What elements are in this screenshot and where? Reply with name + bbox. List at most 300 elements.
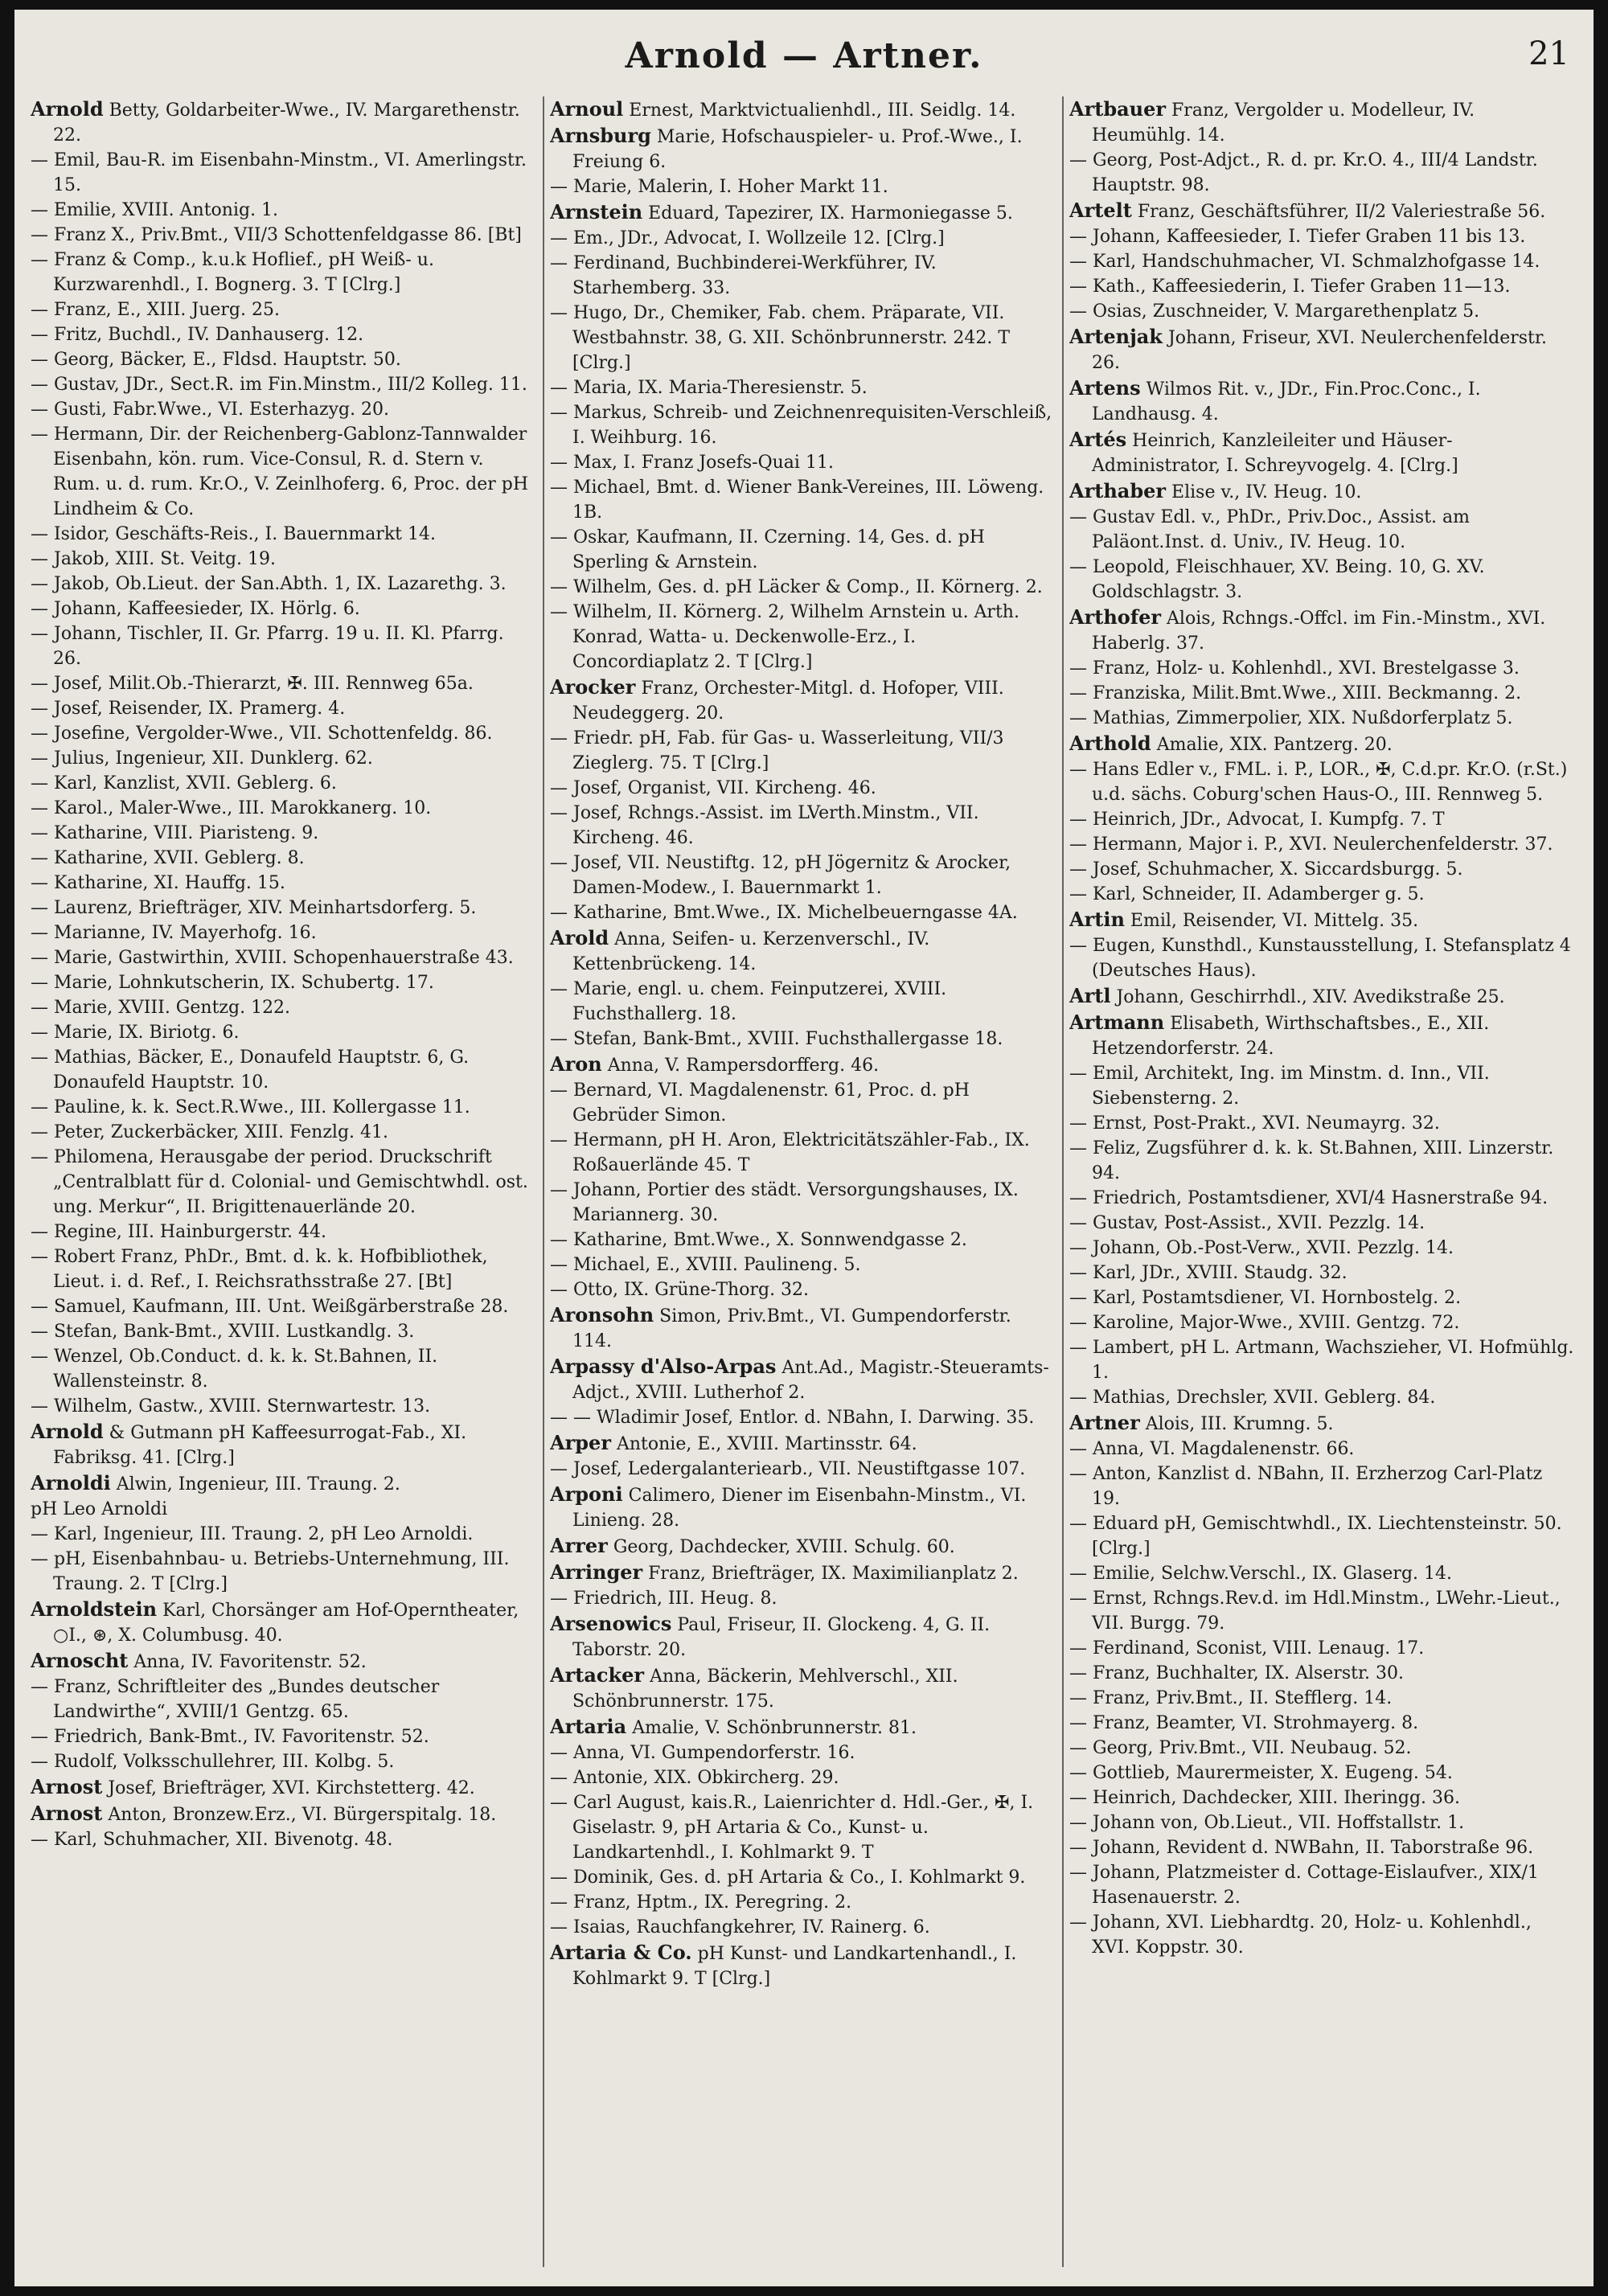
- directory-page: [14, 10, 1594, 2286]
- entry-surname: Artbauer: [1069, 97, 1167, 121]
- entry-surname: Artmann: [1069, 1011, 1165, 1034]
- entry-text: pH Kunst- und Landkartenhandl., I. Kohlmarkt 9. T [Clrg.]: [572, 1944, 1017, 1989]
- directory-entry: [1069, 1636, 1574, 1661]
- directory-entry: [550, 1052, 1055, 1078]
- directory-entry: [1069, 1285, 1574, 1310]
- entry-surname: Arthold: [1069, 732, 1151, 755]
- directory-entry: [31, 297, 535, 322]
- page-number: 21: [1528, 35, 1569, 72]
- directory-entry: [1069, 1736, 1574, 1761]
- directory-entry: [31, 1827, 535, 1852]
- directory-entry: [1069, 1586, 1574, 1636]
- directory-entry: [1069, 832, 1574, 857]
- entry-text: — Dominik, Ges. d. pH Artaria & Co., I. Kohlmarkt 9.: [550, 1868, 1026, 1888]
- entry-text: — Karoline, Major-Wwe., XVIII. Gentzg. 72.: [1069, 1313, 1460, 1333]
- entry-text: — Hermann, pH H. Aron, Elektricitätszähler-Fab., IX. Roßauerlände 45. T: [550, 1130, 1030, 1175]
- entry-text: — Stefan, Bank-Bmt., XVIII. Lustkandlg. 3.: [31, 1322, 415, 1342]
- directory-entry: [550, 1790, 1055, 1865]
- directory-columns: [31, 96, 1577, 2267]
- entry-text: — Wilhelm, II. Körnerg. 2, Wilhelm Arnstein u. Arth. Konrad, Watta- u. Deckenwolle-Erz., I. Concordiaplatz 2. T [Clrg.]: [550, 602, 1019, 672]
- entry-text: — Julius, Ingenieur, XII. Dunklerg. 62.: [31, 748, 373, 769]
- entry-text: — Josefine, Vergolder-Wwe., VII. Schottenfeldg. 86.: [31, 724, 493, 744]
- directory-entry: [1069, 96, 1574, 148]
- entry-text: — Johann von, Ob.Lieut., VII. Hoffstallstr. 1.: [1069, 1813, 1465, 1833]
- entry-text: — Eduard pH, Gemischtwhdl., IX. Liechtensteinstr. 50. [Clrg.]: [1069, 1514, 1562, 1559]
- entry-text: — Josef, Organist, VII. Kircheng. 46.: [550, 778, 876, 798]
- directory-entry: [31, 1045, 535, 1095]
- directory-entry: [550, 1354, 1055, 1405]
- directory-entry: [31, 896, 535, 920]
- directory-entry: [550, 1027, 1055, 1052]
- entry-text: Karl, Chorsänger am Hof-Operntheater, ○I., ⊛, X. Columbusg. 40.: [53, 1601, 519, 1646]
- directory-entry: [550, 726, 1055, 776]
- directory-entry: [31, 995, 535, 1020]
- entry-text: — Josef, Reisender, IX. Pramerg. 4.: [31, 699, 346, 719]
- directory-entry: [31, 547, 535, 572]
- directory-entry: [31, 1244, 535, 1294]
- directory-entry: [1069, 1010, 1574, 1061]
- directory-entry: [550, 1586, 1055, 1611]
- entry-text: — Karl, Kanzlist, XVII. Geblerg. 6.: [31, 773, 337, 793]
- directory-entry: [550, 1663, 1055, 1714]
- directory-entry: [1069, 1335, 1574, 1385]
- directory-entry: [1069, 427, 1574, 478]
- entry-text: — Karl, Ingenieur, III. Traung. 2, pH Leo Arnoldi.: [31, 1524, 474, 1544]
- directory-entry: [550, 1228, 1055, 1253]
- entry-text: — Karl, Schuhmacher, XII. Bivenotg. 48.: [31, 1830, 393, 1850]
- entry-text: — Osias, Zuschneider, V. Margarethenplatz 5.: [1069, 301, 1480, 322]
- entry-text: — Markus, Schreib- und Zeichnenrequisiten-Verschleiß, I. Weihburg. 16.: [550, 403, 1052, 448]
- entry-surname: Arnold: [31, 97, 104, 121]
- directory-entry: [550, 400, 1055, 450]
- entry-text: Alois, Rchngs.-Offcl. im Fin.-Minstm., XVI. Haberlg. 37.: [1092, 609, 1546, 654]
- directory-entry: [1069, 1761, 1574, 1786]
- directory-entry: [31, 671, 535, 696]
- entry-text: Franz, Vergolder u. Modelleur, IV. Heumühlg. 14.: [1092, 100, 1475, 146]
- entry-text: — Emil, Architekt, Ing. im Minstm. d. Inn., VII. Siebensterng. 2.: [1069, 1064, 1490, 1109]
- directory-entry: [31, 1294, 535, 1319]
- directory-entry: [550, 925, 1055, 977]
- entry-text: — Regine, III. Hainburgerstr. 44.: [31, 1222, 327, 1242]
- entry-text: — Max, I. Franz Josefs-Quai 11.: [550, 453, 834, 473]
- directory-entry: [550, 525, 1055, 575]
- directory-entry: [1069, 555, 1574, 605]
- entry-surname: Arnsburg: [550, 124, 651, 147]
- entry-surname: Artelt: [1069, 199, 1132, 222]
- directory-entry: [31, 1648, 535, 1675]
- directory-entry: [550, 575, 1055, 600]
- entry-surname: Arold: [550, 926, 609, 949]
- entry-surname: Arnoscht: [31, 1649, 129, 1672]
- directory-entry: [31, 422, 535, 522]
- directory-entry: [31, 597, 535, 621]
- directory-entry: [1069, 1860, 1574, 1910]
- entry-text: — Lambert, pH L. Artmann, Wachszieher, VI. Hofmühlg. 1.: [1069, 1338, 1574, 1383]
- directory-entry: [31, 1470, 535, 1497]
- entry-text: Johann, Friseur, XVI. Neulerchenfelderstr. 26.: [1092, 328, 1547, 373]
- entry-text: Georg, Dachdecker, XVIII. Schulg. 60.: [613, 1537, 955, 1557]
- directory-entry: [31, 96, 535, 148]
- directory-entry: [550, 174, 1055, 199]
- entry-text: Simon, Priv.Bmt., VI. Gumpendorferstr. 114.: [572, 1306, 1011, 1351]
- directory-entry: [31, 621, 535, 671]
- directory-entry: [550, 123, 1055, 174]
- entry-text: Marie, Hofschauspieler- u. Prof.-Wwe., I. Freiung 6.: [572, 127, 1023, 172]
- entry-surname: Arrer: [550, 1534, 608, 1557]
- entry-text: — pH, Eisenbahnbau- u. Betriebs-Unternehmung, III. Traung. 2. T [Clrg.]: [31, 1549, 510, 1594]
- entry-text: — Heinrich, JDr., Advocat, I. Kumpfg. 7. T: [1069, 810, 1445, 830]
- entry-text: — Isidor, Geschäfts-Reis., I. Bauernmarkt 14.: [31, 524, 436, 544]
- directory-entry: [550, 1865, 1055, 1890]
- directory-entry: [1069, 1136, 1574, 1186]
- entry-text: — Josef, Milit.Ob.-Thierarzt, ✠. III. Rennweg 65a.: [31, 674, 474, 694]
- entry-surname: Artl: [1069, 984, 1111, 1007]
- entry-text: — Josef, Schuhmacher, X. Siccardsburgg. 5.: [1069, 859, 1463, 879]
- entry-text: — Marie, Gastwirthin, XVIII. Schopenhauerstraße 43.: [31, 948, 514, 968]
- directory-entry: [1069, 1786, 1574, 1810]
- entry-text: — Heinrich, Dachdecker, XIII. Iheringg. 36.: [1069, 1788, 1460, 1808]
- entry-text: — Marie, IX. Biriotg. 6.: [31, 1023, 240, 1043]
- entry-text: Emil, Reisender, VI. Mittelg. 35.: [1130, 911, 1419, 931]
- entry-text: — Franz & Comp., k.u.k Hoflief., pH Weiß- u. Kurzwarenhdl., I. Bognerg. 3. T [Clrg.]: [31, 250, 434, 295]
- entry-surname: Artenjak: [1069, 325, 1163, 348]
- entry-text: Amalie, V. Schönbrunnerstr. 81.: [632, 1718, 917, 1738]
- directory-entry: [31, 1522, 535, 1547]
- entry-text: — Katharine, Bmt.Wwe., IX. Michelbeuerngasse 4A.: [550, 903, 1018, 923]
- directory-entry: [550, 977, 1055, 1027]
- entry-text: — Otto, IX. Grüne-Thorg. 32.: [550, 1280, 810, 1300]
- directory-entry: [1069, 274, 1574, 299]
- directory-entry: [31, 347, 535, 372]
- entry-text: — Ferdinand, Sconist, VIII. Lenaug. 17.: [1069, 1638, 1425, 1658]
- directory-entry: [1069, 1111, 1574, 1136]
- directory-entry: [1069, 224, 1574, 249]
- entry-surname: Arnoul: [550, 97, 624, 121]
- entry-text: — Anton, Kanzlist d. NBahn, II. Erzherzog Carl-Platz 19.: [1069, 1464, 1543, 1509]
- entry-text: — Karol., Maler-Wwe., III. Marokkanerg. 10.: [31, 798, 432, 818]
- directory-entry: [550, 1533, 1055, 1560]
- entry-text: — Franz, Priv.Bmt., II. Stefflerg. 14.: [1069, 1688, 1393, 1708]
- directory-entry: [1069, 1410, 1574, 1437]
- directory-entry: [31, 522, 535, 547]
- entry-surname: Artaria & Co.: [550, 1941, 692, 1964]
- entry-surname: Artaria: [550, 1715, 627, 1738]
- directory-entry: [31, 1020, 535, 1045]
- entry-text: — Jakob, Ob.Lieut. der San.Abth. 1, IX. Lazarethg. 3.: [31, 574, 507, 594]
- directory-entry: [1069, 907, 1574, 933]
- entry-text: pH Leo Arnoldi: [31, 1499, 168, 1519]
- directory-entry: [31, 1145, 535, 1220]
- entry-surname: Arnost: [31, 1775, 103, 1798]
- directory-entry: [550, 1405, 1055, 1430]
- directory-entry: [550, 96, 1055, 123]
- directory-entry: [31, 1749, 535, 1774]
- entry-surname: Arthaber: [1069, 479, 1167, 502]
- entry-text: Anna, IV. Favoritenstr. 52.: [133, 1652, 367, 1672]
- directory-entry: [31, 1394, 535, 1419]
- directory-entry: [1069, 857, 1574, 882]
- entry-text: — Marie, XVIII. Gentzg. 122.: [31, 998, 291, 1018]
- directory-entry: [31, 846, 535, 871]
- directory-entry: [31, 1724, 535, 1749]
- entry-text: Antonie, E., XVIII. Martinsstr. 64.: [616, 1434, 917, 1454]
- entry-surname: Arthofer: [1069, 605, 1162, 629]
- directory-entry: [31, 148, 535, 198]
- directory-entry: [1069, 1211, 1574, 1236]
- entry-text: — Ferdinand, Buchbinderei-Werkführer, IV. Starhemberg. 33.: [550, 253, 937, 298]
- entry-text: — Karl, Schneider, II. Adamberger g. 5.: [1069, 884, 1425, 904]
- entry-text: — Laurenz, Briefträger, XIV. Meinhartsdorferg. 5.: [31, 898, 477, 918]
- directory-entry: [1069, 1661, 1574, 1686]
- entry-text: Betty, Goldarbeiter-Wwe., IV. Margarethenstr. 22.: [53, 100, 520, 146]
- directory-entry: [550, 851, 1055, 900]
- entry-text: — Johann, Kaffeesieder, I. Tiefer Graben 11 bis 13.: [1069, 227, 1526, 247]
- directory-entry: [550, 1482, 1055, 1533]
- entry-text: — Marianne, IV. Mayerhofg. 16.: [31, 923, 317, 943]
- directory-entry: [1069, 1810, 1574, 1835]
- entry-text: — Franziska, Milit.Bmt.Wwe., XIII. Beckmanng. 2.: [1069, 683, 1522, 703]
- directory-entry: [550, 1560, 1055, 1586]
- entry-text: — Gustav Edl. v., PhDr., Priv.Doc., Assist. am Paläont.Inst. d. Univ., IV. Heug. 10.: [1069, 507, 1471, 552]
- directory-entry: [1069, 983, 1574, 1010]
- directory-entry: [550, 1915, 1055, 1940]
- entry-text: — Anna, VI. Magdalenenstr. 66.: [1069, 1439, 1355, 1459]
- directory-entry: [1069, 1186, 1574, 1211]
- entry-text: — Friedr. pH, Fab. für Gas- u. Wasserleitung, VII/3 Zieglerg. 75. T [Clrg.]: [550, 728, 1004, 773]
- directory-entry: [1069, 505, 1574, 555]
- directory-entry: [31, 771, 535, 796]
- directory-entry: [550, 1765, 1055, 1790]
- entry-text: — Emil, Bau-R. im Eisenbahn-Minstm., VI. Amerlingstr. 15.: [31, 150, 527, 195]
- entry-text: — Josef, Rchngs.-Assist. im LVerth.Minstm., VII. Kircheng. 46.: [550, 803, 979, 848]
- column-divider: [543, 96, 544, 2267]
- directory-entry: [1069, 1910, 1574, 1960]
- entry-surname: Artés: [1069, 428, 1127, 451]
- entry-text: — Maria, IX. Maria-Theresienstr. 5.: [550, 378, 868, 398]
- entry-text: — Ernst, Rchngs.Rev.d. im Hdl.Minstm., LWehr.-Lieut., VII. Burgg. 79.: [1069, 1589, 1561, 1634]
- directory-entry: [31, 322, 535, 347]
- entry-text: — Mathias, Bäcker, E., Donaufeld Hauptstr. 6, G. Donaufeld Hauptstr. 10.: [31, 1048, 470, 1093]
- entry-text: — Franz, Hptm., IX. Peregring. 2.: [550, 1892, 852, 1913]
- directory-entry: [31, 372, 535, 397]
- entry-text: — Feliz, Zugsführer d. k. k. St.Bahnen, XIII. Linzerstr. 94.: [1069, 1138, 1554, 1183]
- directory-entry: [31, 1344, 535, 1394]
- entry-text: — Karl, Postamtsdiener, VI. Hornbostelg. 2.: [1069, 1288, 1462, 1308]
- directory-entry: [1069, 1835, 1574, 1860]
- entry-text: — Michael, Bmt. d. Wiener Bank-Vereines, III. Löweng. 1B.: [550, 478, 1044, 523]
- entry-text: — Mathias, Zimmerpolier, XIX. Nußdorferplatz 5.: [1069, 708, 1513, 728]
- entry-text: Franz, Briefträger, IX. Maximilianplatz 2.: [648, 1564, 1019, 1584]
- entry-text: & Gutmann pH Kaffeesurrogat-Fab., XI. Fabriksg. 41. [Clrg.]: [53, 1423, 467, 1468]
- entry-text: — Josef, VII. Neustiftg. 12, pH Jögernitz & Arocker, Damen-Modew., I. Bauernmarkt 1.: [550, 853, 1011, 898]
- entry-text: — Hugo, Dr., Chemiker, Fab. chem. Präparate, VII. Westbahnstr. 38, G. XII. Schönbrunnerstr. 242. T [Clrg.]: [550, 303, 1010, 373]
- directory-entry: [550, 251, 1055, 301]
- directory-entry: [1069, 882, 1574, 907]
- directory-entry: [31, 821, 535, 846]
- directory-entry: [31, 1801, 535, 1827]
- entry-text: — Johann, Platzmeister d. Cottage-Eislaufver., XIX/1 Hasenauerstr. 2.: [1069, 1863, 1539, 1908]
- directory-entry: [550, 674, 1055, 726]
- entry-text: — Johann, Tischler, II. Gr. Pfarrg. 19 u. II. Kl. Pfarrg. 26.: [31, 624, 504, 669]
- entry-surname: Arponi: [550, 1482, 623, 1506]
- entry-text: — Marie, Lohnkutscherin, IX. Schubertg. 17.: [31, 973, 434, 993]
- entry-text: Anna, Bäckerin, Mehlverschl., XII. Schönbrunnerstr. 175.: [572, 1667, 958, 1712]
- entry-text: — Jakob, XIII. St. Veitg. 19.: [31, 549, 277, 569]
- entry-text: Ant.Ad., Magistr.-Steueramts-Adjct., XVIII. Lutherhof 2.: [572, 1358, 1049, 1403]
- entry-text: Franz, Orchester-Mitgl. d. Hofoper, VIII. Neudeggerg. 20.: [572, 679, 1004, 724]
- entry-text: Paul, Friseur, II. Glockeng. 4, G. II. Taborstr. 20.: [572, 1615, 991, 1660]
- entry-surname: Arnoldi: [31, 1471, 111, 1494]
- column-middle: [550, 96, 1055, 2267]
- entry-text: — Katharine, XI. Hauffg. 15.: [31, 873, 285, 893]
- directory-entry: [1069, 1310, 1574, 1335]
- entry-surname: Arnoldstein: [31, 1597, 158, 1621]
- entry-surname: Artens: [1069, 376, 1141, 400]
- entry-text: Heinrich, Kanzleileiter und Häuser-Administrator, I. Schreyvogelg. 4. [Clrg.]: [1092, 431, 1458, 476]
- entry-surname: Arnost: [31, 1802, 103, 1825]
- directory-entry: [1069, 1686, 1574, 1711]
- directory-entry: [550, 1740, 1055, 1765]
- entry-text: — Carl August, kais.R., Laienrichter d. Hdl.-Ger., ✠, I. Giselastr. 9, pH Artaria & Co., Kunst- u. Landkartenhdl., I. Kohlmarkt 9. T: [550, 1793, 1034, 1863]
- directory-entry: [1069, 198, 1574, 224]
- entry-text: — Michael, E., XVIII. Paulineng. 5.: [550, 1255, 861, 1275]
- directory-entry: [31, 1597, 535, 1648]
- directory-entry: [1069, 1511, 1574, 1561]
- entry-text: — Eugen, Kunsthdl., Kunstausstellung, I. Stefansplatz 4 (Deutsches Haus).: [1069, 936, 1571, 981]
- directory-entry: [550, 1430, 1055, 1457]
- directory-entry: [550, 1277, 1055, 1302]
- entry-text: — Samuel, Kaufmann, III. Unt. Weißgärberstraße 28.: [31, 1297, 509, 1317]
- column-right: [1069, 96, 1574, 2267]
- directory-entry: [550, 1940, 1055, 1991]
- directory-entry: [1069, 807, 1574, 832]
- entry-text: — Wilhelm, Ges. d. pH Läcker & Comp., II. Körnerg. 2.: [550, 577, 1043, 597]
- directory-entry: [1069, 1261, 1574, 1285]
- entry-text: — Oskar, Kaufmann, II. Czerning. 14, Ges. d. pH Sperling & Arnstein.: [550, 527, 985, 572]
- entry-text: — Wilhelm, Gastw., XVIII. Sternwartestr. 13.: [31, 1396, 431, 1417]
- directory-entry: [550, 1128, 1055, 1178]
- entry-text: Elisabeth, Wirthschaftsbes., E., XII. Hetzendorferstr. 24.: [1092, 1014, 1490, 1059]
- directory-entry: [31, 1120, 535, 1145]
- entry-text: Alwin, Ingenieur, III. Traung. 2.: [116, 1474, 400, 1494]
- directory-entry: [550, 450, 1055, 475]
- directory-entry: [31, 1419, 535, 1470]
- directory-entry: [550, 801, 1055, 851]
- entry-text: — Emilie, Selchw.Verschl., IX. Glaserg. 14.: [1069, 1564, 1453, 1584]
- directory-entry: [550, 199, 1055, 226]
- entry-text: Eduard, Tapezirer, IX. Harmoniegasse 5.: [648, 203, 1013, 223]
- entry-text: Josef, Briefträger, XVI. Kirchstetterg. 42.: [108, 1778, 475, 1798]
- entry-surname: Aron: [550, 1052, 602, 1076]
- directory-entry: [550, 776, 1055, 801]
- entry-text: — Franz, Buchhalter, IX. Alserstr. 30.: [1069, 1663, 1405, 1683]
- entry-text: — Ernst, Post-Prakt., XVI. Neumayrg. 32.: [1069, 1113, 1440, 1134]
- entry-text: — Georg, Bäcker, E., Fldsd. Hauptstr. 50.: [31, 350, 401, 370]
- directory-entry: [1069, 706, 1574, 731]
- directory-entry: [1069, 933, 1574, 983]
- directory-entry: [1069, 1561, 1574, 1586]
- entry-surname: Artner: [1069, 1411, 1140, 1434]
- directory-entry: [31, 1095, 535, 1120]
- entry-surname: Arocker: [550, 675, 636, 699]
- entry-text: — Friedrich, III. Heug. 8.: [550, 1589, 777, 1609]
- directory-entry: [31, 1319, 535, 1344]
- directory-entry: [1069, 1437, 1574, 1462]
- entry-text: — Georg, Priv.Bmt., VII. Neubaug. 52.: [1069, 1738, 1412, 1758]
- entry-text: — Isaias, Rauchfangkehrer, IV. Rainerg. 6.: [550, 1917, 930, 1937]
- directory-entry: [31, 796, 535, 821]
- entry-text: — Philomena, Herausgabe der period. Druckschrift „Centralblatt für d. Colonial- und Gemischtwhdl. ost. ung. Merkur“, II. Brigittenauerlände 20.: [31, 1147, 528, 1217]
- page-title: Arnold — Artner.: [625, 35, 983, 76]
- entry-text: Johann, Geschirrhdl., XIV. Avedikstraße 25.: [1116, 987, 1505, 1007]
- directory-entry: [550, 600, 1055, 674]
- entry-text: — Karl, Handschuhmacher, VI. Schmalzhofgasse 14.: [1069, 252, 1540, 272]
- directory-entry: [1069, 375, 1574, 427]
- entry-surname: Arringer: [550, 1560, 643, 1584]
- entry-text: — Hans Edler v., FML. i. P., LOR., ✠, C.d.pr. Kr.O. (r.St.) u.d. sächs. Coburg'schen Haus-O., III. Rennweg 5.: [1069, 760, 1568, 805]
- directory-entry: [1069, 681, 1574, 706]
- entry-text: — Katharine, VIII. Piaristeng. 9.: [31, 823, 319, 843]
- directory-entry: [31, 871, 535, 896]
- directory-entry: [550, 226, 1055, 251]
- entry-text: — Hermann, Dir. der Reichenberg-Gablonz-Tannwalder Eisenbahn, kön. rum. Vice-Consul, R. d. Stern v. Rum. u. d. rum. Kr.O., V. Zeinlhoferg. 6, Proc. der pH Lindheim & Co.: [31, 424, 529, 519]
- entry-text: — Franz, E., XIII. Juerg. 25.: [31, 300, 280, 320]
- entry-text: — Katharine, Bmt.Wwe., X. Sonnwendgasse 2.: [550, 1230, 967, 1250]
- entry-text: — Emilie, XVIII. Antonig. 1.: [31, 200, 279, 220]
- directory-entry: [550, 475, 1055, 525]
- directory-entry: [31, 1774, 535, 1801]
- entry-text: — Katharine, XVII. Geblerg. 8.: [31, 848, 305, 868]
- directory-entry: [1069, 1236, 1574, 1261]
- entry-text: — Josef, Ledergalanteriearb., VII. Neustiftgasse 107.: [550, 1459, 1026, 1479]
- entry-text: — Friedrich, Bank-Bmt., IV. Favoritenstr. 52.: [31, 1727, 429, 1747]
- directory-entry: [550, 1890, 1055, 1915]
- directory-entry: [550, 1714, 1055, 1740]
- entry-text: — Kath., Kaffeesiederin, I. Tiefer Graben 11—13.: [1069, 277, 1511, 297]
- entry-text: — Anna, VI. Gumpendorferstr. 16.: [550, 1743, 855, 1763]
- entry-text: — Wenzel, Ob.Conduct. d. k. k. St.Bahnen, II. Wallensteinstr. 8.: [31, 1347, 438, 1392]
- entry-text: Anton, Bronzew.Erz., VI. Bürgerspitalg. 18.: [108, 1805, 497, 1825]
- directory-entry: [550, 1178, 1055, 1228]
- entry-text: — Johann, XVI. Liebhardtg. 20, Holz- u. Kohlenhdl., XVI. Koppstr. 30.: [1069, 1913, 1532, 1958]
- directory-entry: [1069, 1711, 1574, 1736]
- entry-text: — Johann, Revident d. NWBahn, II. Taborstraße 96.: [1069, 1838, 1534, 1858]
- entry-text: Anna, Seifen- u. Kerzenverschl., IV. Kettenbrückeng. 14.: [572, 929, 930, 974]
- entry-text: — Franz, Beamter, VI. Strohmayerg. 8.: [1069, 1713, 1419, 1733]
- directory-entry: [1069, 249, 1574, 274]
- entry-text: — Bernard, VI. Magdalenenstr. 61, Proc. d. pH Gebrüder Simon.: [550, 1080, 970, 1125]
- entry-surname: Arnstein: [550, 200, 643, 223]
- column-left: [31, 96, 535, 2267]
- entry-text: — — Wladimir Josef, Entlor. d. NBahn, I. Darwing. 35.: [550, 1408, 1035, 1428]
- directory-entry: [1069, 731, 1574, 757]
- entry-text: — Hermann, Major i. P., XVI. Neulerchenfelderstr. 37.: [1069, 834, 1553, 855]
- entry-text: — Friedrich, Postamtsdiener, XVI/4 Hasnerstraße 94.: [1069, 1188, 1549, 1208]
- entry-text: Elise v., IV. Heug. 10.: [1171, 482, 1362, 502]
- entry-text: Alois, III. Krumng. 5.: [1145, 1414, 1334, 1434]
- directory-entry: [31, 397, 535, 422]
- entry-text: — Gusti, Fabr.Wwe., VI. Esterhazyg. 20.: [31, 400, 390, 420]
- directory-entry: [1069, 299, 1574, 324]
- directory-entry: [31, 223, 535, 248]
- entry-text: — Franz, Holz- u. Kohlenhdl., XVI. Brestelgasse 3.: [1069, 658, 1520, 679]
- directory-entry: [31, 920, 535, 945]
- entry-surname: Aronsohn: [550, 1303, 654, 1326]
- directory-entry: [550, 1302, 1055, 1354]
- entry-text: — Fritz, Buchdl., IV. Danhauserg. 12.: [31, 325, 364, 345]
- entry-text: — Marie, engl. u. chem. Feinputzerei, XVIII. Fuchsthallerg. 18.: [550, 979, 947, 1024]
- entry-text: — Johann, Kaffeesieder, IX. Hörlg. 6.: [31, 599, 360, 619]
